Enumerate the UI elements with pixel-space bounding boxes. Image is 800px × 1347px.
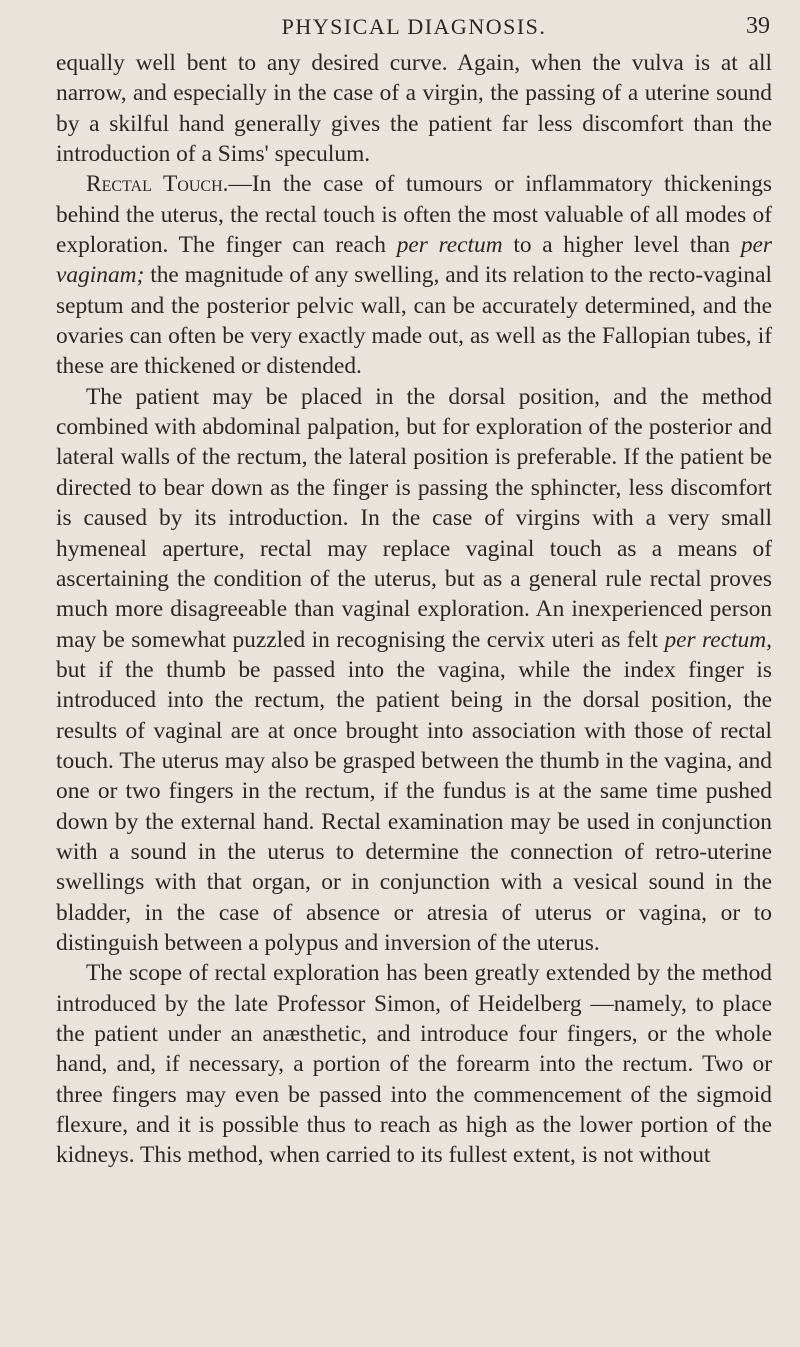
section-heading-rectal-touch: Rectal Touch. bbox=[86, 171, 229, 198]
page-body bbox=[56, 48, 772, 1171]
paragraph-simon-method: The scope of rectal exploration has been greatly extended by the method introduced by the late Professor Simon, of Heidelberg —namely, to place the patient under an anæsthetic, and introduce four fingers, or the whole hand, and, if necessary, a portion of the forearm into the rectum. Two or three fingers may even be passed into the commencement of the sigmoid flexure, and it is possible thus to reach as high as the lower portion of the kidneys. This method, when carried to its fullest extent, is not without bbox=[56, 960, 772, 1169]
page-header bbox=[56, 4, 772, 48]
running-title: PHYSICAL DIAGNOSIS. bbox=[281, 14, 547, 39]
page-number: 39 bbox=[746, 13, 770, 39]
paragraph-continuation: equally well bent to any desired curve. Again, when the vulva is at all narrow, and especially in the case of a virgin, the passing of a uterine sound by a skilful hand generally gives the patient far less discomfort than the introduction of a Sims' speculum. bbox=[56, 50, 772, 168]
paragraph-rectal-touch: Rectal Touch.—In the case of tumours or inflammatory thickenings behind the uterus, the rectal touch is often the most valuable of all modes of exploration. The finger can reach per rectum to a higher level than per vaginam; the magnitude of any swelling, and its relation to the recto-vaginal septum and the posterior pelvic wall, can be accurately determined, and the ovaries can often be very exactly made out, as well as the Fallopian tubes, if these are thickened or distended. bbox=[56, 171, 772, 380]
paragraph-patient-position: The patient may be placed in the dorsal position, and the method combined with abdominal palpation, but for exploration of the posterior and lateral walls of the rectum, the lateral position is preferable. If the patient be directed to bear down as the finger is passing the sphincter, less discomfort is caused by its introduction. In the case of virgins with a very small hymeneal aperture, rectal may replace vaginal touch as a means of ascertaining the condition of the uterus, but as a general rule rectal proves much more disagreeable than vaginal exploration. An inexperienced person may be somewhat puzzled in recognising the cervix uteri as felt per rectum, but if the thumb be passed into the vagina, while the index finger is introduced into the rectum, the patient being in the dorsal position, the results of vaginal are at once brought into association with those of rectal touch. The uterus may also be grasped between the thumb in the vagina, and one or two fingers in the rectum, if the fundus is at the same time pushed down by the external hand. Rectal examination may be used in conjunction with a sound in the uterus to determine the connection of retro-uterine swellings with that organ, or in conjunction with a vesical sound in the bladder, in the case of absence or atresia of uterus or vagina, or to distinguish between a polypus and inversion of the uterus. bbox=[56, 383, 772, 956]
